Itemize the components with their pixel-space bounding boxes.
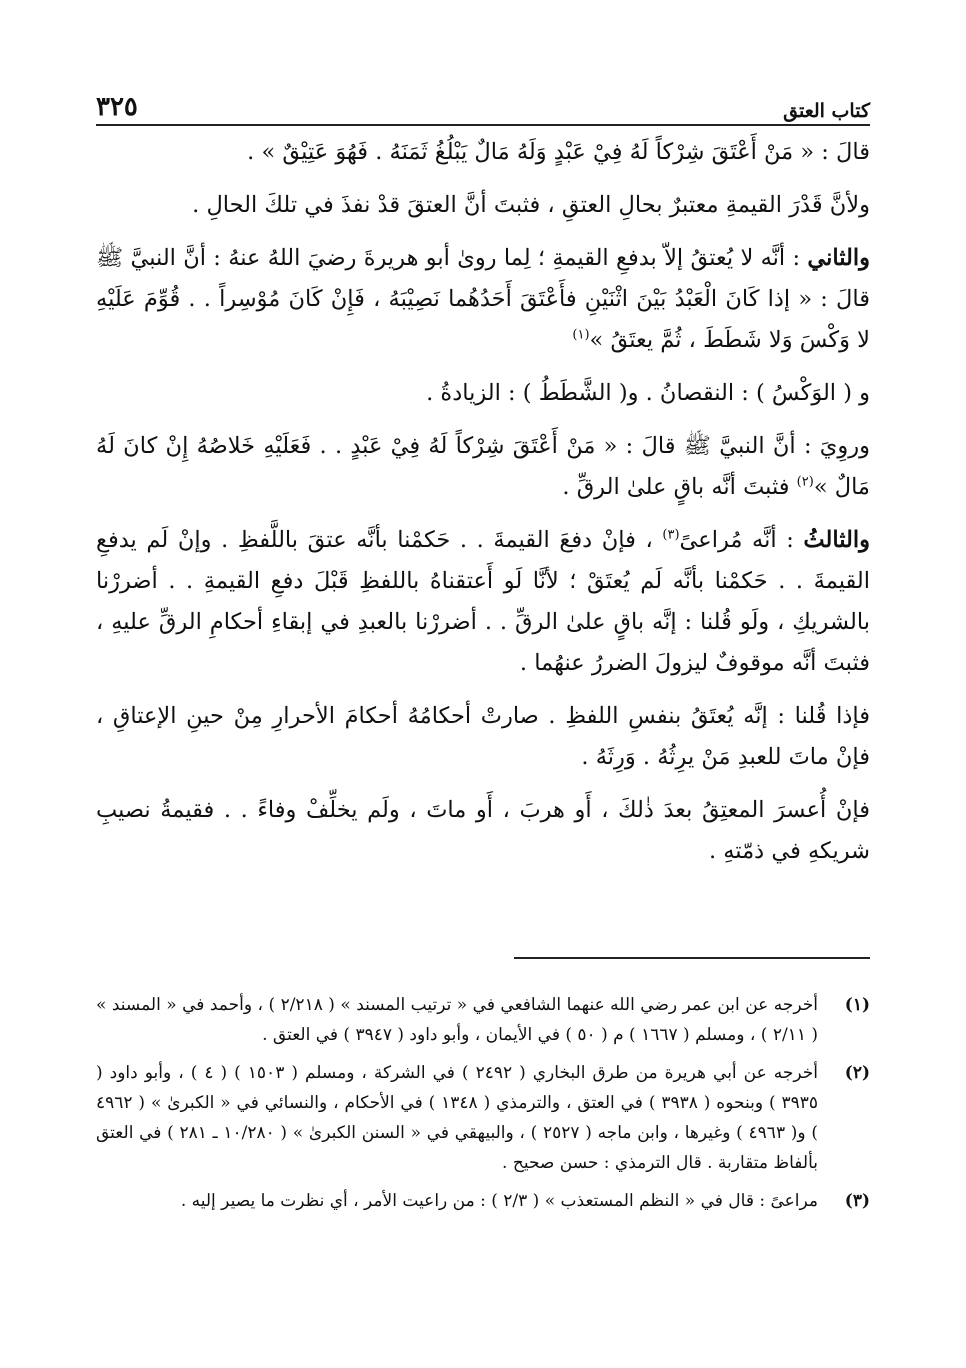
- paragraph-3-text: : أنَّه لا يُعتقُ إلاّ بدفعِ القيمةِ ؛ لِما روىٰ أبو هريرةَ رضيَ اللهُ عنهُ : أنَّ النبيَّ ﷺ قالَ : « إذا كَانَ الْعَبْدُ بَيْنَ اثْنَيْنِ فأَعْتَقَ أَحَدُهُما نَصِيْبَهُ ، فَإِنْ كَانَ مُوْسِراً . . قُوِّمَ عَلَيْهِ لا وَكْسَ وَلا شَطَطَ ، ثُمَّ يعتَقُ »: [96, 245, 870, 353]
- page-header: [96, 86, 870, 122]
- paragraph-5: [96, 426, 870, 508]
- page-number: ٣٢٥: [96, 92, 138, 122]
- paragraph-8: فإنْ أُعسرَ المعتِقُ بعدَ ذٰلكَ ، أَو هربَ ، أَو ماتَ ، ولَم يخلِّفْ وفاءً . . فقيمةُ نصيبِ شريكهِ في ذمّتهِ .: [96, 797, 870, 864]
- paragraph-5-text-a: وروِيَ : أنَّ النبيَّ ﷺ قالَ : « مَنْ أَعْتَقَ شِرْكاً لَهُ فِيْ عَبْدٍ . . فَعَلَيْهِ خَلاصُهُ إِنْ كانَ لَهُ مَالٌ »: [96, 433, 870, 500]
- footnote-text: أخرجه عن أبي هريرة من طرق البخاري ( ٢٤٩٢ ) في الشركة ، ومسلم ( ١٥٠٣ ) ( ٤ ) ، وأبو داود ( ٣٩٣٥ ) وبنحوه ( ٣٩٣٨ ) في العتق ، والترمذي ( ١٣٤٨ ) في الأحكام ، والنسائي في « الكبرىٰ » ( ٤٩٦٢ ) و( ٤٩٦٣ ) وغيرها ، وابن ماجه ( ٢٥٢٧ ) ، والبيهقي في « السنن الكبرىٰ » ( ١٠/٢٨٠ ـ ٢٨١ ) في العتق بألفاظ متقاربة . قال الترمذي : حسن صحيح .: [96, 1063, 818, 1173]
- running-title: كتاب العتق: [783, 100, 870, 122]
- paragraph-6-text-a: : أنَّه مُراعىً: [679, 527, 804, 553]
- footnote-ref-1: (١): [572, 327, 590, 343]
- paragraph-7: فإذا قُلنا : إنَّه يُعتَقُ بنفسِ اللفظِ . صارتْ أحكامُهُ أحكامَ الأحرارِ مِنْ حينِ الإعتاقِ ، فإنْ ماتَ للعبدِ مَنْ يرِثُهُ . وَرِثَهُ .: [96, 703, 870, 770]
- main-text: [96, 132, 870, 884]
- paragraph-6-text-b: ، فإنْ دفعَ القيمةَ . . حَكمْنا بأنَّه عتقَ باللَّفظِ . وإنْ لَم يدفعِ القيمةَ . . حَكمْنا بأنَّه لَم يُعتَقْ ؛ لأنَّا لَو أَعتقناهُ باللفظِ قَبْلَ دفعِ القيمةِ . . أضررْنا بالشريكِ ، ولَو قُلنا : إنَّه باقٍ علىٰ الرقِّ . . أضررْنا بالعبدِ في إبقاءِ أحكامِ الرقِّ عليهِ ، فثبتَ أنَّه موقوفٌ ليزولَ الضررُ عنهُما .: [96, 527, 870, 676]
- footnote-number: (١): [844, 995, 870, 1015]
- footnote: [96, 1058, 870, 1178]
- paragraph-4: و ( الوَكْسُ ) : النقصانُ . و( الشَّطَطُ ) : الزيادةُ .: [426, 380, 870, 406]
- footnote-text: مراعىً : قال في « النظم المستعذب » ( ٢/٣ ) : من راعيت الأمر ، أي نظرت ما يصير إليه .: [180, 1191, 818, 1211]
- footnote-ref-2: (٢): [796, 474, 814, 490]
- footnote: [96, 1186, 870, 1216]
- paragraph-6-lead: والثالثُ: [803, 527, 870, 553]
- footnote-number: (٣): [844, 1191, 870, 1211]
- paragraph-3: [96, 238, 870, 361]
- footnote-number: (٢): [844, 1063, 870, 1083]
- paragraph-1: قالَ : « مَنْ أَعْتَقَ شِرْكاً لَهُ فِيْ عَبْدٍ وَلَهُ مَالٌ يَبْلُغُ ثَمَنَهُ . فَهُوَ عَتِيْقٌ » .: [247, 139, 870, 165]
- paragraph-5-text-b: فثبتَ أنَّه باقٍ علىٰ الرقِّ .: [562, 474, 797, 500]
- footnotes: [96, 990, 870, 1224]
- paragraph-6: [96, 520, 870, 684]
- paragraph-2: ولأنَّ قَدْرَ القيمةِ معتبرٌ بحالِ العتقِ ، فثبتَ أنَّ العتقَ قدْ نفذَ في تلكَ الحالِ .: [192, 192, 870, 218]
- paragraph-3-lead: والثاني: [807, 245, 870, 271]
- footnote-ref-3: (٣): [662, 527, 680, 543]
- header-rule: [96, 124, 870, 126]
- footnote-text: أخرجه عن ابن عمر رضي الله عنهما الشافعي في « ترتيب المسند » ( ٢/٢١٨ ) ، وأحمد في « المسند » ( ٢/١١ ) ، ومسلم ( ١٦٦٧ ) م ( ٥٠ ) في الأيمان ، وأبو داود ( ٣٩٤٧ ) في العتق .: [96, 995, 819, 1045]
- footnote-separator: [514, 957, 870, 959]
- footnote: [96, 990, 870, 1050]
